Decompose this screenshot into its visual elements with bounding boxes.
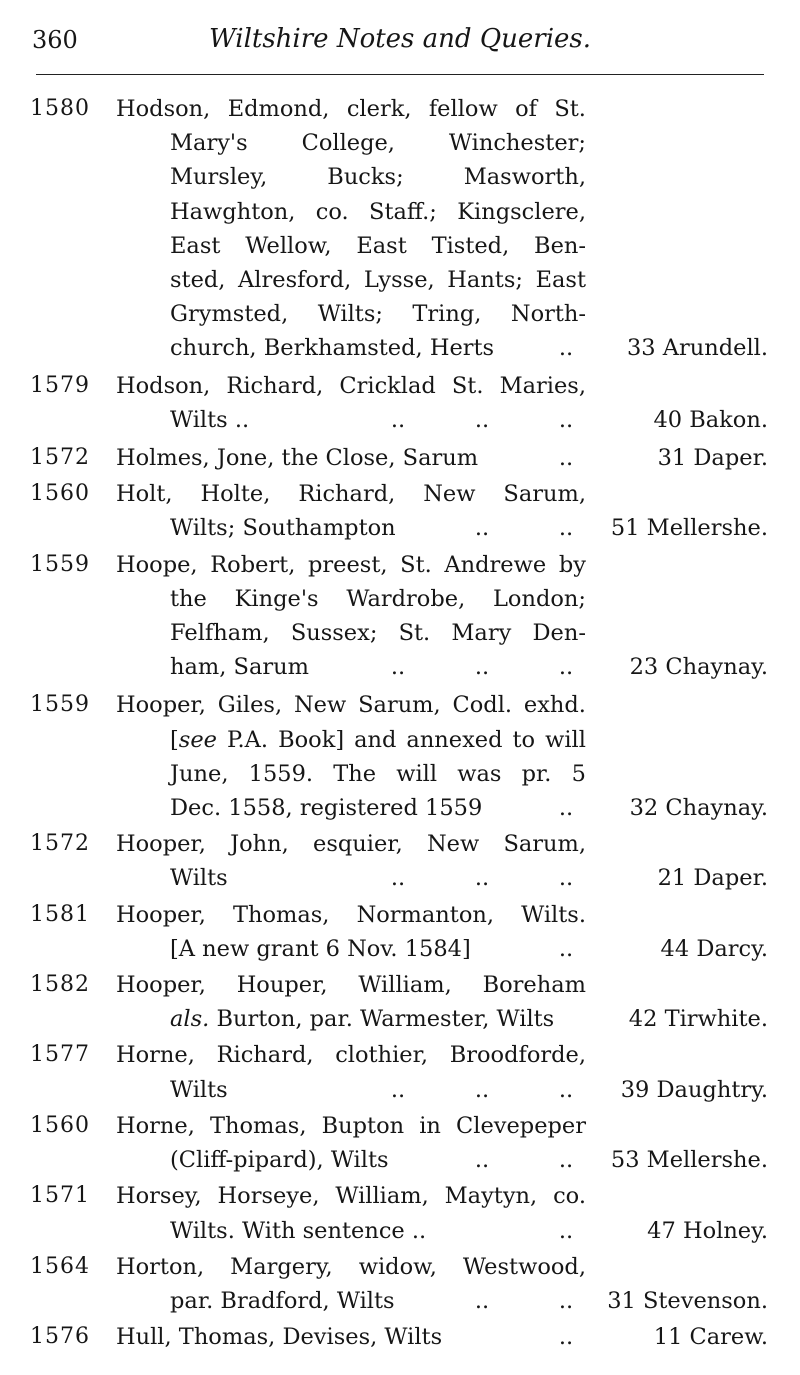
leader-dots: .. bbox=[474, 1147, 490, 1174]
entry-line: Holt, Holte, Richard, New Sarum, bbox=[116, 481, 586, 508]
entry-line: Horton, Margery, widow, Westwood, bbox=[116, 1253, 586, 1280]
entry-line: sted, Alresford, Lysse, Hants; East bbox=[170, 267, 586, 294]
register-entry bbox=[0, 548, 800, 685]
leader-dots: .. bbox=[558, 335, 574, 362]
register-entry bbox=[0, 1038, 800, 1106]
entry-line: Horne, Thomas, Bupton in Clevepeper bbox=[116, 1112, 586, 1139]
leader-dots: .. bbox=[558, 406, 574, 433]
leader-dots: .. bbox=[558, 1324, 574, 1351]
leader-dots: .. bbox=[558, 935, 574, 962]
entry-line: Hull, Thomas, Devises, Wilts .. bbox=[116, 1320, 586, 1354]
register-reference: 31 Daper. bbox=[657, 445, 768, 472]
entry-line: par. Bradford, Wilts .. .. bbox=[116, 1284, 586, 1318]
entry-line: [A new grant 6 Nov. 1584] .. bbox=[116, 932, 586, 966]
register-entry bbox=[0, 1109, 800, 1177]
entry-line: June, 1559. The will was pr. 5 bbox=[170, 760, 586, 787]
register-entry bbox=[0, 1250, 800, 1318]
register-reference: 32 Chaynay. bbox=[629, 795, 768, 822]
leader-dots: .. bbox=[474, 1076, 490, 1103]
register-reference: 39 Daughtry. bbox=[620, 1076, 768, 1103]
entry-year: 1560 bbox=[30, 1112, 90, 1138]
header-rule bbox=[36, 74, 764, 75]
entry-line: [see P.A. Book] and annexed to will bbox=[170, 726, 586, 753]
register-entry bbox=[0, 92, 800, 366]
entry-line: Wilts. With sentence .. .. bbox=[116, 1214, 586, 1248]
register-reference: 53 Mellershe. bbox=[610, 1147, 768, 1174]
leader-dots: .. bbox=[474, 515, 490, 542]
page-number: 360 bbox=[32, 26, 78, 54]
register-reference: 33 Arundell. bbox=[626, 335, 768, 362]
entry-line: Hoope, Robert, preest, St. Andrewe by bbox=[116, 551, 586, 578]
running-title: Wiltshire Notes and Queries. bbox=[208, 24, 591, 54]
entry-line: ham, Sarum .. .. .. bbox=[116, 650, 586, 684]
leader-dots: .. bbox=[558, 865, 574, 892]
leader-dots: .. bbox=[390, 1076, 406, 1103]
entries-list bbox=[0, 92, 800, 1354]
entry-year: 1581 bbox=[30, 901, 90, 927]
register-entry bbox=[0, 968, 800, 1036]
entry-line: als. Burton, par. Warmester, Wilts bbox=[170, 1006, 555, 1033]
entry-line: Hooper, Houper, William, Boreham bbox=[116, 972, 586, 999]
entry-line: Dec. 1558, registered 1559 .. bbox=[116, 791, 586, 825]
entry-line: Hooper, John, esquier, New Sarum, bbox=[116, 831, 586, 858]
entry-line: Wilts .. .. .. bbox=[116, 1073, 586, 1107]
entry-line: Felfham, Sussex; St. Mary Den- bbox=[170, 620, 586, 647]
register-reference: 21 Daper. bbox=[657, 865, 768, 892]
entry-year: 1576 bbox=[30, 1324, 90, 1350]
leader-dots: .. bbox=[474, 865, 490, 892]
register-entry bbox=[0, 688, 800, 825]
leader-dots: .. bbox=[390, 654, 406, 681]
entry-line: East Wellow, East Tisted, Ben- bbox=[170, 232, 586, 259]
leader-dots: .. bbox=[558, 445, 574, 472]
entry-year: 1572 bbox=[30, 831, 90, 857]
entry-line: Hooper, Thomas, Normanton, Wilts. bbox=[116, 901, 586, 928]
entry-line: Mursley, Bucks; Masworth, bbox=[170, 164, 586, 191]
entry-text bbox=[116, 827, 586, 895]
register-reference: 31 Stevenson. bbox=[607, 1287, 768, 1314]
entry-year: 1564 bbox=[30, 1253, 90, 1279]
entry-line: Wilts; Southampton .. .. bbox=[116, 511, 586, 545]
entry-year: 1579 bbox=[30, 372, 90, 398]
register-entry bbox=[0, 369, 800, 437]
entry-line: the Kinge's Wardrobe, London; bbox=[170, 585, 586, 612]
entry-year: 1559 bbox=[30, 551, 90, 577]
register-entry bbox=[0, 441, 800, 475]
leader-dots: .. bbox=[558, 795, 574, 822]
leader-dots: .. bbox=[474, 406, 490, 433]
leader-dots: .. bbox=[558, 515, 574, 542]
entry-text bbox=[116, 968, 586, 1036]
leader-dots: .. bbox=[474, 1287, 490, 1314]
entry-line: Hodson, Edmond, clerk, fellow of St. bbox=[116, 96, 586, 122]
entry-line: church, Berkhamsted, Herts .. bbox=[116, 331, 586, 365]
entry-line: Grymsted, Wilts; Tring, North- bbox=[170, 301, 586, 328]
entry-line: Wilts .. .. .. .. bbox=[116, 403, 586, 437]
entry-text bbox=[116, 92, 586, 366]
entry-text bbox=[116, 1250, 586, 1318]
entry-text bbox=[116, 1179, 586, 1247]
register-reference: 11 Carew. bbox=[653, 1324, 768, 1351]
entry-year: 1582 bbox=[30, 972, 90, 998]
entry-text bbox=[116, 898, 586, 966]
entry-text bbox=[116, 1320, 586, 1354]
register-entry bbox=[0, 1179, 800, 1247]
entry-line: Horsey, Horseye, William, Maytyn, co. bbox=[116, 1183, 586, 1210]
leader-dots: .. bbox=[558, 654, 574, 681]
entry-text bbox=[116, 441, 586, 475]
leader-dots: .. bbox=[558, 1147, 574, 1174]
register-reference: 23 Chaynay. bbox=[629, 654, 768, 681]
register-reference: 44 Darcy. bbox=[660, 935, 768, 962]
entry-year: 1559 bbox=[30, 692, 90, 718]
entry-line: Horne, Richard, clothier, Broodforde, bbox=[116, 1042, 586, 1069]
entry-line: Wilts .. .. .. bbox=[116, 861, 586, 895]
entry-line: Hawghton, co. Staff.; Kingsclere, bbox=[170, 198, 586, 225]
entry-line: Hooper, Giles, New Sarum, Codl. exhd. bbox=[116, 692, 586, 719]
leader-dots: .. bbox=[558, 1076, 574, 1103]
register-reference: 40 Bakon. bbox=[653, 406, 768, 433]
entry-year: 1577 bbox=[30, 1042, 90, 1068]
entry-line: (Cliff-pipard), Wilts .. .. bbox=[116, 1143, 586, 1177]
entry-text bbox=[116, 548, 586, 685]
entry-text bbox=[116, 1038, 586, 1106]
register-entry bbox=[0, 1320, 800, 1354]
entry-year: 1580 bbox=[30, 96, 90, 121]
leader-dots: .. bbox=[390, 865, 406, 892]
register-reference: 42 Tirwhite. bbox=[628, 1006, 768, 1033]
entry-year: 1560 bbox=[30, 481, 90, 507]
register-reference: 47 Holney. bbox=[647, 1217, 768, 1244]
leader-dots: .. bbox=[558, 1217, 574, 1244]
entry-year: 1571 bbox=[30, 1183, 90, 1209]
entry-text bbox=[116, 477, 586, 545]
register-reference: 51 Mellershe. bbox=[610, 515, 768, 542]
register-entry bbox=[0, 477, 800, 545]
leader-dots: .. bbox=[558, 1287, 574, 1314]
running-header bbox=[0, 22, 800, 62]
entry-year: 1572 bbox=[30, 445, 90, 471]
register-entry bbox=[0, 827, 800, 895]
entry-line: Hodson, Richard, Cricklad St. Maries, bbox=[116, 372, 586, 399]
entry-text bbox=[116, 369, 586, 437]
register-entry bbox=[0, 898, 800, 966]
entry-line: Mary's College, Winchester; bbox=[170, 130, 586, 157]
leader-dots: .. bbox=[390, 406, 406, 433]
entry-text bbox=[116, 688, 586, 825]
entry-line: Holmes, Jone, the Close, Sarum .. bbox=[116, 441, 586, 475]
entry-text bbox=[116, 1109, 586, 1177]
leader-dots: .. bbox=[474, 654, 490, 681]
